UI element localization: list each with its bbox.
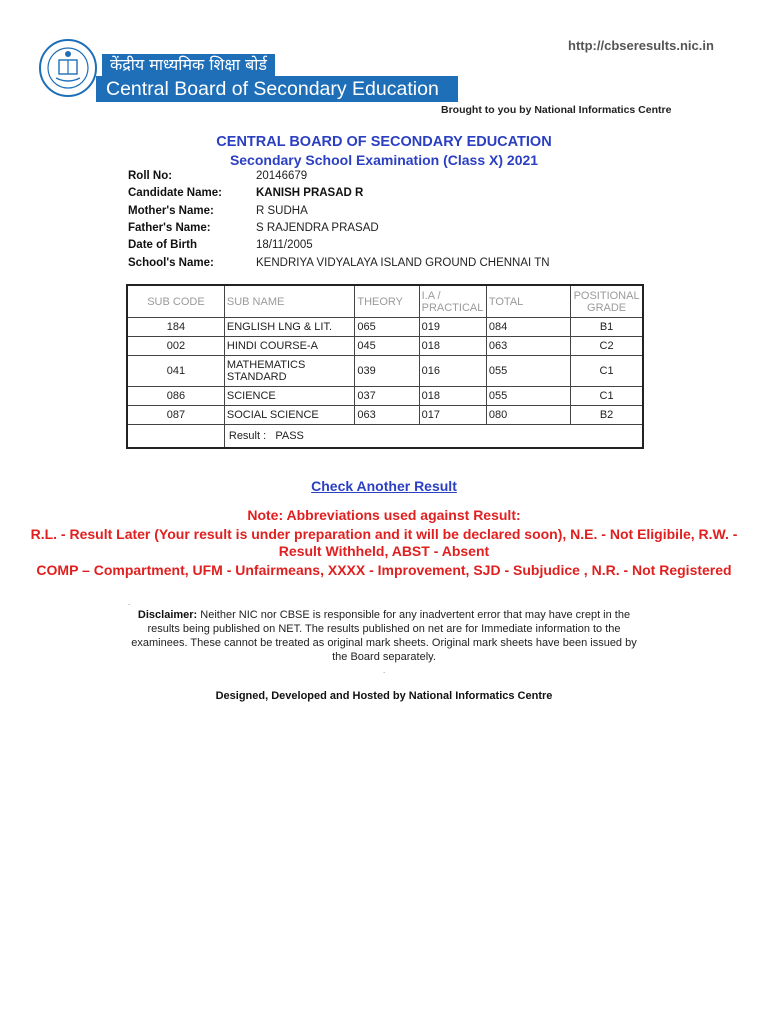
table-row xyxy=(127,318,643,337)
table-row xyxy=(127,337,643,356)
cbse-logo-icon xyxy=(38,38,98,98)
ia-marks: 018 xyxy=(419,337,486,356)
ia-marks: 016 xyxy=(419,356,486,387)
father-name-value: S RAJENDRA PRASAD xyxy=(256,222,379,234)
decorative-dot: . xyxy=(128,598,131,607)
theory-marks: 065 xyxy=(355,318,419,337)
sub-code: 041 xyxy=(127,356,224,387)
mother-name-value: R SUDHA xyxy=(256,205,308,217)
decorative-dot: . xyxy=(383,666,386,675)
grade: B2 xyxy=(571,406,643,425)
total-marks: 055 xyxy=(486,387,570,406)
mother-name-label: Mother's Name: xyxy=(128,205,214,217)
board-title: CENTRAL BOARD OF SECONDARY EDUCATION xyxy=(216,134,552,150)
disclaimer-label: Disclaimer: xyxy=(137,609,198,621)
grade: C1 xyxy=(571,387,643,406)
grade: C2 xyxy=(571,337,643,356)
sub-code: 002 xyxy=(127,337,224,356)
header-positional-grade: POSITIONAL GRADE xyxy=(571,285,643,318)
sub-code: 087 xyxy=(127,406,224,425)
theory-marks: 037 xyxy=(355,387,419,406)
candidate-name-label: Candidate Name: xyxy=(128,187,222,199)
theory-marks: 063 xyxy=(355,406,419,425)
hindi-title-band: केंद्रीय माध्यमिक शिक्षा बोर्ड xyxy=(102,54,275,76)
disclaimer-text: Neither NIC nor CBSE is responsible for any inadvertent error that may have crept in the results being published on NET. The results published on net are for Immediate information to the examinees. These cannot be treated as original mark sheets. Original mark sheets have been issued by the Board separately. xyxy=(131,609,637,663)
check-another-result-link[interactable]: Check Another Result xyxy=(311,478,457,494)
header-sub-name: SUB NAME xyxy=(224,285,355,318)
total-marks: 055 xyxy=(486,356,570,387)
total-marks: 063 xyxy=(486,337,570,356)
roll-no-label: Roll No: xyxy=(128,170,173,182)
result-row xyxy=(127,425,643,449)
total-marks: 084 xyxy=(486,318,570,337)
sub-name: SOCIAL SCIENCE xyxy=(224,406,355,425)
note-abbreviations-line-2: Result Withheld, ABST - Absent xyxy=(278,543,490,559)
site-url: http://cbseresults.nic.in xyxy=(568,38,714,53)
ia-marks: 019 xyxy=(419,318,486,337)
sub-name: HINDI COURSE-A xyxy=(224,337,355,356)
roll-no-value: 20146679 xyxy=(256,170,308,182)
designed-by-text: Designed, Developed and Hosted by National Informatics Centre xyxy=(215,690,553,702)
dob-value: 18/11/2005 xyxy=(256,239,313,251)
table-row xyxy=(127,387,643,406)
theory-marks: 039 xyxy=(355,356,419,387)
candidate-name-value: KANISH PRASAD R xyxy=(256,187,364,199)
result-cell xyxy=(224,425,643,449)
marks-table xyxy=(126,284,644,449)
school-name-value: KENDRIYA VIDYALAYA ISLAND GROUND CHENNAI TN xyxy=(256,257,550,269)
total-marks: 080 xyxy=(486,406,570,425)
english-title-band: Central Board of Secondary Education xyxy=(96,76,458,102)
father-name-label: Father's Name: xyxy=(128,222,211,234)
header-total: TOTAL xyxy=(486,285,570,318)
sub-name: ENGLISH LNG & LIT. xyxy=(224,318,355,337)
result-value: PASS xyxy=(275,430,304,442)
school-name-label: School's Name: xyxy=(128,257,214,269)
header-ia-practical: I.A / PRACTICAL xyxy=(419,285,486,318)
table-row xyxy=(127,406,643,425)
ia-marks: 018 xyxy=(419,387,486,406)
exam-title: Secondary School Examination (Class X) 2021 xyxy=(229,152,539,168)
sub-code: 086 xyxy=(127,387,224,406)
sub-name: SCIENCE xyxy=(224,387,355,406)
theory-marks: 045 xyxy=(355,337,419,356)
sub-name: MATHEMATICS STANDARD xyxy=(224,356,355,387)
grade: C1 xyxy=(571,356,643,387)
sub-code: 184 xyxy=(127,318,224,337)
note-abbreviations-line-1: R.L. - Result Later (Your result is under preparation and it will be declared soon), N.E. - Not Eligibile, R.W. - xyxy=(30,526,738,542)
ia-marks: 017 xyxy=(419,406,486,425)
header-theory: THEORY xyxy=(355,285,419,318)
note-abbreviations-line-3: COMP – Compartment, UFM - Unfairmeans, XXXX - Improvement, SJD - Subjudice , N.R. - Not Registered xyxy=(36,562,732,578)
disclaimer xyxy=(128,608,640,664)
table-header-row xyxy=(127,285,643,318)
header-sub-code: SUB CODE xyxy=(127,285,224,318)
dob-label: Date of Birth xyxy=(128,239,197,251)
table-row xyxy=(127,356,643,387)
result-spacer-cell xyxy=(127,425,224,449)
result-label: Result : xyxy=(228,430,267,442)
note-title: Note: Abbreviations used against Result: xyxy=(247,507,521,523)
brought-by-text: Brought to you by National Informatics Centre xyxy=(441,104,672,116)
grade: B1 xyxy=(571,318,643,337)
